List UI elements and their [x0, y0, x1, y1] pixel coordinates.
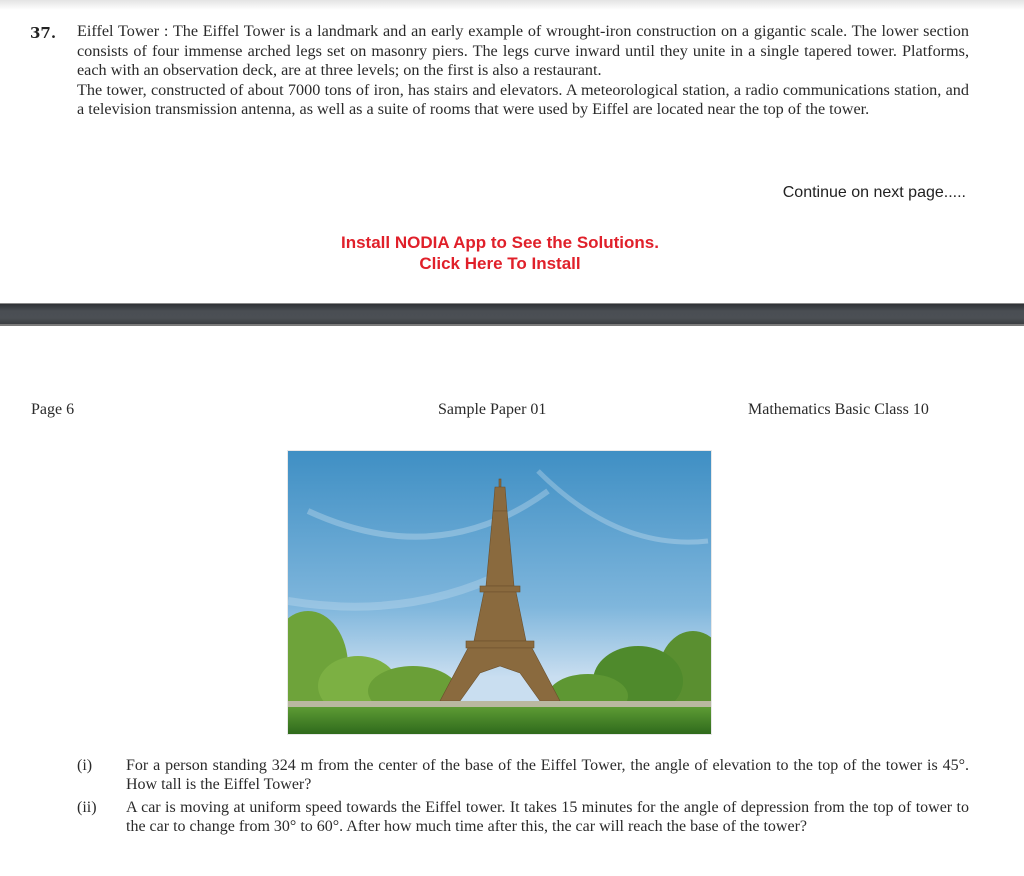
- sub-question-label: (ii): [77, 799, 97, 816]
- install-app-line-2[interactable]: Click Here To Install: [419, 254, 581, 273]
- continue-note: Continue on next page.....: [782, 184, 966, 201]
- eiffel-tower-photo: [287, 450, 712, 735]
- page-separator-bar: [0, 303, 1024, 326]
- sub-question-label: (i): [77, 757, 93, 774]
- install-app-link[interactable]: [290, 232, 710, 274]
- passage-paragraph-2: The tower, constructed of about 7000 tons of iron, has stairs and elevators. A meteorological station, a radio communications station, and a television transmission antenna, as well as a suite of rooms that were used by Eiffel are located near the top of the tower.: [77, 80, 969, 118]
- install-app-line-1[interactable]: Install NODIA App to See the Solutions.: [341, 233, 659, 252]
- sub-question-text: A car is moving at uniform speed towards the Eiffel tower. It takes 15 minutes for the angle of depression from the top of tower to the car to change from 30° to 60°. After how much time after this, the car will reach the base of the tower?: [126, 799, 969, 835]
- question-number: 37.: [30, 24, 57, 42]
- viewer-top-shadow: [0, 0, 1024, 10]
- paper-title: Sample Paper 01: [438, 401, 547, 418]
- page-number: Page 6: [31, 401, 75, 418]
- subject-title: Mathematics Basic Class 10: [748, 401, 929, 418]
- question-passage: [77, 22, 969, 120]
- sub-question-text: For a person standing 324 m from the center of the base of the Eiffel Tower, the angle of elevation to the top of the tower is 45°. How tall is the Eiffel Tower?: [126, 757, 969, 793]
- passage-paragraph-1: Eiffel Tower : The Eiffel Tower is a landmark and an early example of wrought-iron construction on a gigantic scale. The lower section consists of four immense arched legs set on masonry piers. The legs curve inward until they unite in a single tapered tower. Platforms, each with an observation deck, are at three levels; on the first is also a restaurant.: [77, 22, 969, 79]
